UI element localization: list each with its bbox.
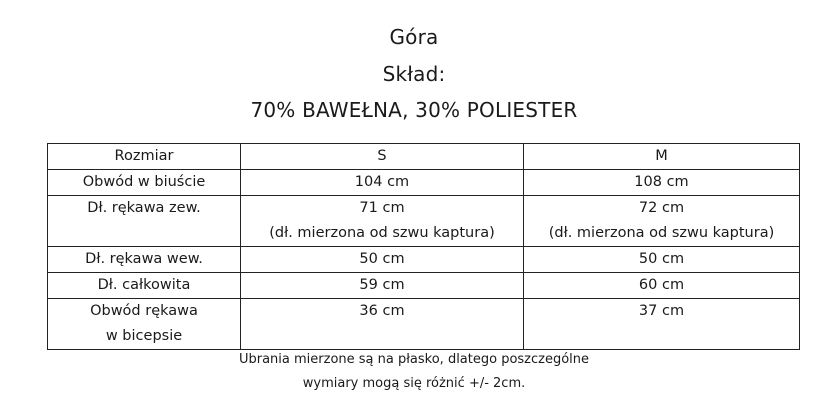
measurement-note-line-2: wymiary mogą się różnić +/- 2cm. (302, 376, 526, 391)
row-label-line: Dł. rękawa zew. (87, 200, 201, 216)
size-m-value: 60 cm (524, 273, 800, 299)
table-row (48, 247, 800, 273)
size-m-value: 50 cm (524, 247, 800, 273)
row-label: Dł. rękawa wew. (48, 247, 241, 273)
size-s-note: (dł. mierzona od szwu kaptura) (269, 225, 495, 241)
size-s-value: 104 cm (241, 170, 524, 196)
column-header-size: Rozmiar (48, 144, 241, 170)
table-row (48, 273, 800, 299)
composition-heading: Skład: (382, 62, 446, 86)
size-s-value: 59 cm (241, 273, 524, 299)
row-label (48, 299, 241, 350)
size-s-value: 50 cm (241, 247, 524, 273)
size-m-value-line: 37 cm (638, 303, 685, 319)
row-label-line: Obwód rękawa (90, 303, 198, 319)
row-label: Dł. całkowita (48, 273, 241, 299)
size-table (47, 143, 800, 350)
table-row (48, 196, 800, 247)
column-header-m: M (524, 144, 800, 170)
size-m-note: (dł. mierzona od szwu kaptura) (548, 225, 775, 241)
composition-text: 70% BAWEŁNA, 30% POLIESTER (250, 98, 578, 122)
size-m-value: 108 cm (524, 170, 800, 196)
size-m-value (524, 299, 800, 350)
size-s-value-line: 71 cm (359, 200, 405, 216)
column-header-s: S (241, 144, 524, 170)
size-s-value (241, 196, 524, 247)
row-label: Obwód w biuście (48, 170, 241, 196)
size-s-value (241, 299, 524, 350)
size-m-value (524, 196, 800, 247)
table-header-row (48, 144, 800, 170)
row-label (48, 196, 241, 247)
measurement-note-line-1: Ubrania mierzone są na płasko, dlatego poszczególne (238, 352, 590, 367)
size-s-value-line: 36 cm (359, 303, 405, 319)
row-label-line: w bicepsie (105, 328, 183, 344)
page-title: Góra (389, 25, 439, 49)
table-row (48, 170, 800, 196)
table-row (48, 299, 800, 350)
size-m-value-line: 72 cm (638, 200, 685, 216)
